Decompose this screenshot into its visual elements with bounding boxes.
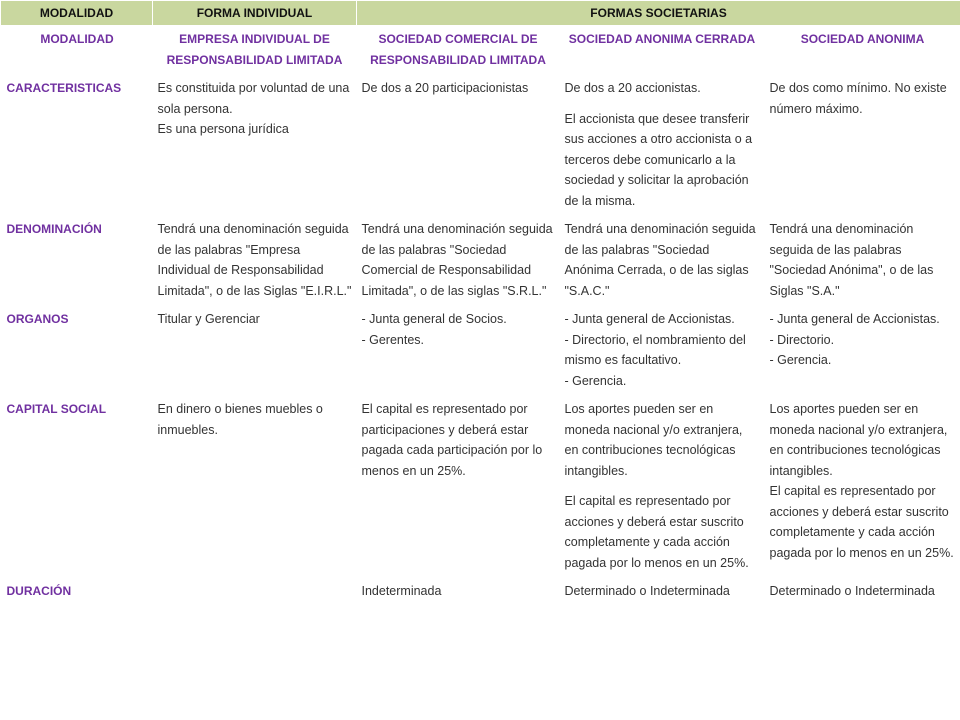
header-cell-forma-individual: FORMA INDIVIDUAL [153,1,357,26]
table-cell [357,396,560,578]
table-cell [357,578,560,607]
cell-paragraph: Determinado o Indeterminada [769,584,935,598]
row-label: CARACTERISTICAS [6,81,122,95]
table-cell [153,75,357,216]
table-cell [560,75,765,216]
table-cell [765,216,960,306]
header-row [1,1,960,26]
table-row [1,75,960,216]
cell-paragraph: Los aportes pueden ser en moneda nacional y/o extranjera, en contribuciones tecnológicas intangibles. El capital es representado por acciones y deberá estar suscrito completamente y cada acción pagada por lo menos en un 25%. [769,402,954,560]
table-cell [153,306,357,396]
table-cell [765,578,960,607]
cell-paragraph: Indeterminada [361,584,442,598]
header-cell-modalidad: MODALIDAD [1,1,153,26]
table-cell [765,75,960,216]
cell-paragraph: Es constituida por voluntad de una sola persona. Es una persona jurídica [157,81,350,136]
cell-paragraph: El accionista que desee transferir sus acciones a otro accionista o a terceros debe comunicarlo a la sociedad y solicitar la aprobación de la misma. [564,111,753,208]
table-cell [560,396,765,578]
paragraph-gap [565,99,760,109]
table-row [1,396,960,578]
cell-paragraph: El capital es representado por acciones y deberá estar suscrito completamente y cada acción pagada por lo menos en un 25%. [564,494,749,570]
table-cell [153,396,357,578]
cell-paragraph: De dos como mínimo. No existe número máximo. [769,81,947,116]
cell-paragraph: Tendrá una denominación seguida de las palabras "Sociedad Comercial de Responsabilidad Limitada", o de las siglas "S.R.L." [361,222,553,298]
cell-paragraph: De dos a 20 participacionistas [361,81,529,95]
cell-paragraph: Los aportes pueden ser en moneda nacional y/o extranjera, en contribuciones tecnológicas intangibles. [564,402,743,478]
cell-paragraph: - Junta general de Accionistas. - Directorio. - Gerencia. [769,312,940,367]
cell-paragraph: El capital es representado por participaciones y deberá estar pagada cada participación por lo menos en un 25%. [361,402,543,478]
subheader-cell: SOCIEDAD ANONIMA [800,32,925,46]
table-cell [765,396,960,578]
subheader-cell: SOCIEDAD ANONIMA CERRADA [568,32,756,46]
paragraph-gap [565,481,760,491]
table-row [1,578,960,607]
cell-paragraph: - Junta general de Accionistas. - Directorio, el nombramiento del mismo es facultativo. - Gerencia. [564,312,746,388]
cell-paragraph: Tendrá una denominación seguida de las palabras "Sociedad Anónima", o de las Siglas "S.A." [769,222,934,298]
header-cell-formas-societarias: FORMAS SOCIETARIAS [357,1,960,26]
row-label: CAPITAL SOCIAL [6,402,107,416]
table-row [1,216,960,306]
table-row [1,306,960,396]
subheader-cell: EMPRESA INDIVIDUAL DE RESPONSABILIDAD LIMITADA [166,32,343,67]
table-cell [765,306,960,396]
table-cell [153,216,357,306]
table-cell [357,75,560,216]
cell-paragraph: Tendrá una denominación seguida de las palabras "Empresa Individual de Responsabilidad Limitada", o de las Siglas "E.I.R.L." [157,222,352,298]
subheader-cell: MODALIDAD [40,32,114,46]
cell-paragraph: De dos a 20 accionistas. [564,81,701,95]
table-cell [560,306,765,396]
table-cell [560,216,765,306]
subheader-row [1,26,960,76]
row-label: DENOMINACIÓN [6,222,102,236]
table-cell [560,578,765,607]
cell-paragraph: Tendrá una denominación seguida de las palabras "Sociedad Anónima Cerrada, o de las siglas "S.A.C." [564,222,756,298]
cell-paragraph: En dinero o bienes muebles o inmuebles. [157,402,323,437]
row-label: ORGANOS [6,312,69,326]
cell-paragraph: Titular y Gerenciar [157,312,260,326]
cell-paragraph: Determinado o Indeterminada [564,584,730,598]
row-label: DURACIÓN [6,584,72,598]
table-cell [153,578,357,607]
table-cell [357,216,560,306]
table-cell [357,306,560,396]
cell-paragraph: - Junta general de Socios. - Gerentes. [361,312,507,347]
subheader-cell: SOCIEDAD COMERCIAL DE RESPONSABILIDAD LIMITADA [370,32,546,67]
